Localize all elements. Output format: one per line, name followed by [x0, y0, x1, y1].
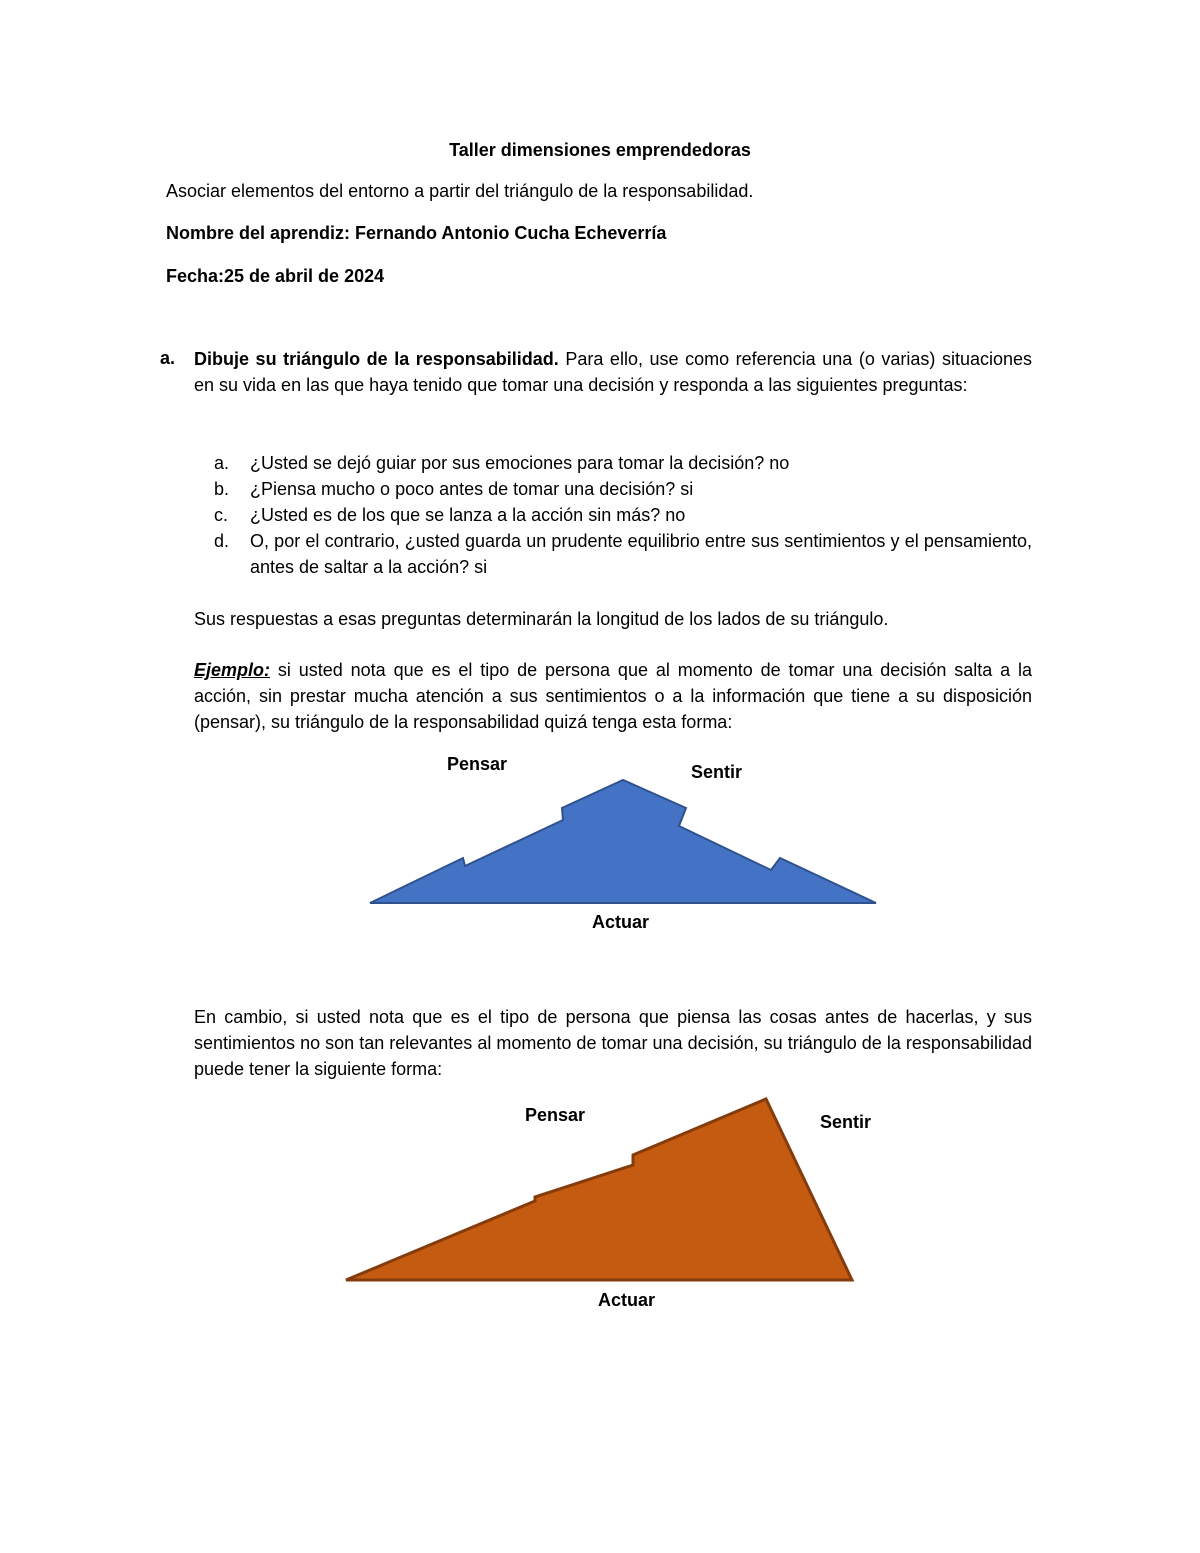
question-text: O, por el contrario, ¿usted guarda un prudente equilibrio entre sus sentimientos y el pensamiento, antes de saltar a la acción? si — [250, 531, 1032, 577]
answers-note: Sus respuestas a esas preguntas determinarán la longitud de los lados de su triángulo. — [194, 609, 889, 629]
question-letter: d. — [214, 531, 230, 551]
question-text: ¿Usted se dejó guiar por sus emociones para tomar la decisión? no — [250, 453, 790, 473]
figure-2-label-pensar: Pensar — [525, 1105, 586, 1125]
example-text: si usted nota que es el tipo de persona que al momento de tomar una decisión salta a la acción, sin prestar mucha atención a sus sentimientos o a la información que tiene a su disposición (pensar), su triángulo de la responsabilidad quizá tenga esta forma: — [194, 660, 1032, 732]
thinking-heavy-triangle-shape — [346, 1099, 852, 1280]
intro-text: Asociar elementos del entorno a partir del triángulo de la responsabilidad. — [166, 181, 754, 201]
figure-1-label-sentir: Sentir — [691, 762, 743, 782]
student-name: Nombre del aprendiz: Fernando Antonio Cucha Echeverría — [166, 223, 667, 243]
document-title: Taller dimensiones emprendedoras — [449, 140, 751, 160]
section-a-instructions: Para ello, use como referencia una (o varias) situaciones en su vida en las que haya tenido que tomar una decisión y responda a las siguientes preguntas: — [194, 349, 1032, 395]
figure-2-label-sentir: Sentir — [820, 1112, 872, 1132]
example-label: Ejemplo: — [194, 660, 271, 680]
question-letter: a. — [214, 453, 230, 473]
figure-2-label-actuar: Actuar — [598, 1290, 656, 1310]
section-marker: a. — [160, 348, 176, 368]
date-line: Fecha:25 de abril de 2024 — [166, 266, 385, 286]
figure-1-label-pensar: Pensar — [447, 754, 508, 774]
section-a-heading: Dibuje su triángulo de la responsabilidad. — [194, 349, 559, 369]
question-letter: c. — [214, 505, 229, 525]
second-example-paragraph: En cambio, si usted nota que es el tipo de persona que piensa las cosas antes de hacerlas, y sus sentimientos no son tan relevantes al momento de tomar una decisión, su triángulo de la responsabilidad puede tener la siguiente forma: — [194, 1007, 1032, 1079]
question-text: ¿Piensa mucho o poco antes de tomar una decisión? si — [250, 479, 694, 499]
question-letter: b. — [214, 479, 230, 499]
question-text: ¿Usted es de los que se lanza a la acción sin más? no — [250, 505, 686, 525]
figure-1-label-actuar: Actuar — [592, 912, 650, 932]
